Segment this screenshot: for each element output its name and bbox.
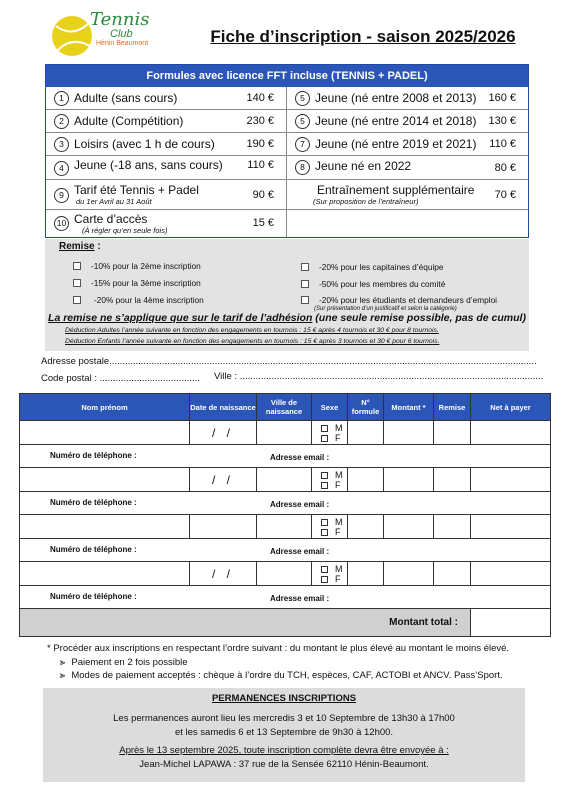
- formula-cell: [46, 156, 287, 180]
- formula-number: 9: [54, 188, 69, 203]
- formula-row: [46, 87, 528, 110]
- formula-label: Jeune (-18 ans, sans cours): [74, 158, 223, 172]
- phone-label: Numéro de téléphone :: [50, 451, 137, 460]
- sex-cell[interactable]: M F: [312, 562, 348, 586]
- formula-label: Tarif été Tennis + Padel: [74, 183, 199, 197]
- table-row-contact: [20, 492, 551, 515]
- formula-label: Loisirs (avec 1 h de cours): [74, 137, 215, 151]
- total-value-cell[interactable]: [471, 609, 551, 637]
- postal-address-field[interactable]: Adresse postale..................................................................................................................................................................: [41, 356, 537, 367]
- formula-cell[interactable]: [348, 515, 384, 539]
- email-label: Adresse email :: [270, 547, 330, 556]
- formula-row: [46, 133, 528, 156]
- formula-number: 8: [295, 160, 310, 175]
- checkbox[interactable]: [73, 279, 81, 287]
- permanences-title: PERMANENCES INSCRIPTIONS: [211, 693, 357, 704]
- amount-cell[interactable]: [384, 468, 434, 492]
- arrow-icon: ⪢: [60, 670, 66, 681]
- discount-option[interactable]: -20% pour les capitaines d’équipe: [301, 262, 444, 272]
- contact-cell[interactable]: [20, 492, 551, 515]
- phone-label: Numéro de téléphone :: [50, 498, 137, 507]
- discount-title: Remise :: [59, 241, 101, 252]
- net-cell[interactable]: [471, 468, 551, 492]
- formula-cell: [287, 110, 528, 133]
- discount-cell[interactable]: [434, 562, 471, 586]
- formula-label: Adulte (Compétition): [74, 114, 184, 128]
- formula-label: Carte d’accès: [74, 212, 148, 226]
- birthdate-cell[interactable]: / /: [190, 468, 257, 492]
- total-label: Montant total :: [20, 609, 471, 637]
- checkbox-m[interactable]: [321, 519, 328, 526]
- net-cell[interactable]: [471, 421, 551, 445]
- birthplace-cell[interactable]: [257, 468, 312, 492]
- col-header-formula: N° formule: [348, 394, 384, 421]
- formula-label: Jeune (né entre 2008 et 2013): [315, 91, 477, 105]
- discount-cell[interactable]: [434, 421, 471, 445]
- phone-label: Numéro de téléphone :: [50, 592, 137, 601]
- checkbox[interactable]: [301, 296, 309, 304]
- checkbox-m[interactable]: [321, 425, 328, 432]
- formula-price: 160 €: [488, 92, 516, 104]
- net-cell[interactable]: [471, 515, 551, 539]
- birthplace-cell[interactable]: [257, 515, 312, 539]
- table-row: [20, 468, 551, 492]
- name-cell[interactable]: [20, 562, 190, 586]
- permanences-box: [43, 688, 525, 782]
- logo-text-city: Hénin Beaumont: [96, 40, 149, 47]
- arrow-icon: ⪢: [60, 657, 66, 668]
- formula-label: Jeune (né entre 2014 et 2018): [315, 114, 477, 128]
- email-label: Adresse email :: [270, 594, 330, 603]
- formula-cell: [46, 133, 287, 156]
- discount-cell[interactable]: [434, 468, 471, 492]
- formula-price: 190 €: [246, 138, 274, 150]
- discount-option[interactable]: -10% pour la 2ème inscription: [73, 261, 201, 271]
- checkbox-f[interactable]: [321, 576, 328, 583]
- formula-number: 7: [295, 137, 310, 152]
- discount-option[interactable]: -50% pour les membres du comité: [301, 279, 445, 289]
- sex-cell[interactable]: M F: [312, 421, 348, 445]
- formula-sublabel: du 1er Avril au 31 Août: [76, 197, 152, 206]
- formula-cell[interactable]: [348, 468, 384, 492]
- contact-cell[interactable]: [20, 539, 551, 562]
- formula-price: 140 €: [246, 92, 274, 104]
- logo-text-club: Club: [110, 28, 133, 40]
- discount-note: (Sur présentation d’un justificatif et selon la catégorie): [314, 306, 457, 312]
- formula-number: 10: [54, 216, 69, 231]
- sex-cell[interactable]: M F: [312, 515, 348, 539]
- formula-sublabel: (Sur proposition de l’entraîneur): [313, 197, 419, 206]
- col-header-net: Net à payer: [471, 394, 551, 421]
- birthplace-cell[interactable]: [257, 562, 312, 586]
- order-note: * Procéder aux inscriptions en respectant l’ordre suivant : du montant le plus élevé au montant le moins élevé.: [47, 643, 510, 654]
- contact-cell[interactable]: [20, 445, 551, 468]
- discount-option[interactable]: -20% pour la 4ème inscription: [73, 295, 204, 305]
- total-row: [20, 609, 551, 637]
- net-cell[interactable]: [471, 562, 551, 586]
- email-label: Adresse email :: [270, 500, 330, 509]
- col-header-sex: Sexe: [312, 394, 348, 421]
- formula-cell: [287, 180, 528, 210]
- formula-price: 15 €: [252, 217, 274, 229]
- formula-price: 110 €: [247, 159, 274, 171]
- club-logo: [50, 6, 170, 58]
- formula-row: [46, 210, 528, 237]
- checkbox-m[interactable]: [321, 566, 328, 573]
- checkbox[interactable]: [73, 262, 81, 270]
- formula-price: 90 €: [252, 189, 274, 201]
- formula-row: [46, 110, 528, 133]
- checkbox[interactable]: [301, 263, 309, 271]
- formulas-heading: Formules avec licence FFT incluse (TENNIS + PADEL): [46, 65, 528, 87]
- formula-cell: [287, 156, 528, 180]
- formula-cell: [46, 180, 287, 210]
- name-cell[interactable]: [20, 515, 190, 539]
- formula-price: 130 €: [488, 115, 516, 127]
- formula-price: 230 €: [246, 115, 274, 127]
- discount-box: [45, 239, 529, 351]
- table-header: [20, 394, 551, 421]
- formula-row: [46, 180, 528, 210]
- formula-label: Adulte (sans cours): [74, 91, 178, 105]
- phone-label: Numéro de téléphone :: [50, 545, 137, 554]
- formula-cell: [287, 87, 528, 110]
- payment-modes-note: ⪢ Modes de paiement acceptés : chèque à l’ordre du TCH, espèces, CAF, ACTOBI et ANCV. Pass’Sport.: [60, 670, 503, 681]
- discount-option[interactable]: -15% pour la 3ème inscription: [73, 278, 201, 288]
- table-row: [20, 562, 551, 586]
- logo-text-tennis: Tennis: [90, 9, 150, 30]
- checkbox[interactable]: [73, 296, 81, 304]
- permanences-line: Jean-Michel LAPAWA : 37 rue de la Sensée 62110 Hénin-Beaumont.: [139, 759, 429, 770]
- checkbox-f[interactable]: [321, 482, 328, 489]
- amount-cell[interactable]: [384, 562, 434, 586]
- name-cell[interactable]: [20, 421, 190, 445]
- permanences-line: Après le 13 septembre 2025, toute inscription complète devra être envoyée à :: [119, 745, 449, 756]
- col-header-amount: Montant *: [384, 394, 434, 421]
- table-row-contact: [20, 539, 551, 562]
- sex-cell[interactable]: M F: [312, 468, 348, 492]
- formula-number: 4: [54, 161, 69, 176]
- birthdate-cell[interactable]: / /: [190, 421, 257, 445]
- formula-number: 1: [54, 91, 69, 106]
- payment-note: ⪢ Paiement en 2 fois possible: [60, 657, 188, 668]
- formula-cell: [46, 87, 287, 110]
- child-deduction: Déduction Enfants l’année suivante en fonction des engagements en tournois : 15 € après 3 tournois et 30 € pour 6 tournois.: [65, 338, 440, 345]
- formula-cell[interactable]: [348, 562, 384, 586]
- col-header-birthdate: Date de naissance: [190, 394, 257, 421]
- birthdate-cell[interactable]: [190, 515, 257, 539]
- amount-cell[interactable]: [384, 421, 434, 445]
- formula-number: 2: [54, 114, 69, 129]
- email-label: Adresse email :: [270, 453, 330, 462]
- permanences-line: et les samedis 6 et 13 Septembre de 9h30 à 12h00.: [174, 727, 394, 738]
- adult-deduction: Déduction Adultes l’année suivante en fonction des engagements en tournois : 15 € après 4 tournois et 30 € pour 8 tournois.: [65, 327, 439, 334]
- name-cell[interactable]: [20, 468, 190, 492]
- formula-number: 5: [295, 91, 310, 106]
- formula-cell-empty: [287, 210, 528, 237]
- formula-label: Entraînement supplémentaire: [317, 183, 475, 197]
- checkbox[interactable]: [301, 280, 309, 288]
- formula-price: 110 €: [489, 138, 516, 150]
- page-title: Fiche d’inscription - saison 2025/2026: [210, 27, 516, 46]
- formula-label: Jeune né en 2022: [315, 159, 412, 173]
- formula-cell: [46, 110, 287, 133]
- birthplace-cell[interactable]: [257, 421, 312, 445]
- formula-price: 70 €: [494, 189, 516, 201]
- formula-number: 3: [54, 137, 69, 152]
- permanences-line: Les permanences auront lieu les mercredis 3 et 10 Septembre de 13h30 à 17h00: [113, 713, 455, 724]
- postal-code-field[interactable]: Code postal : ......................................: [41, 373, 200, 384]
- discount-cell[interactable]: [434, 515, 471, 539]
- col-header-discount: Remise: [434, 394, 471, 421]
- checkbox-f[interactable]: [321, 529, 328, 536]
- table-row-contact: [20, 586, 551, 609]
- formula-sublabel: (À régler qu’en seule fois): [82, 226, 168, 235]
- formula-label: Jeune (né entre 2019 et 2021): [315, 137, 477, 151]
- city-field[interactable]: Ville : ...................................................................................................................: [214, 371, 544, 382]
- formula-cell[interactable]: [348, 421, 384, 445]
- discount-option[interactable]: -20% pour les étudiants et demandeurs d’emploi: [301, 295, 497, 305]
- amount-cell[interactable]: [384, 515, 434, 539]
- col-header-name: Nom prénom: [20, 394, 190, 421]
- birthdate-cell[interactable]: / /: [190, 562, 257, 586]
- formula-price: 80 €: [494, 162, 516, 174]
- formula-row: [46, 156, 528, 180]
- contact-cell[interactable]: [20, 586, 551, 609]
- discount-rule: La remise ne s’applique que sur le tarif de l’adhésion (une seule remise possible, pas de cumul): [48, 312, 526, 324]
- formulas-table: [45, 64, 529, 238]
- checkbox-f[interactable]: [321, 435, 328, 442]
- table-row: [20, 421, 551, 445]
- registration-table: [19, 393, 551, 637]
- formula-number: 5: [295, 114, 310, 129]
- table-row: [20, 515, 551, 539]
- col-header-birthplace: Ville de naissance: [257, 394, 312, 421]
- formula-cell: [46, 210, 287, 237]
- checkbox-m[interactable]: [321, 472, 328, 479]
- table-row-contact: [20, 445, 551, 468]
- formula-cell: [287, 133, 528, 156]
